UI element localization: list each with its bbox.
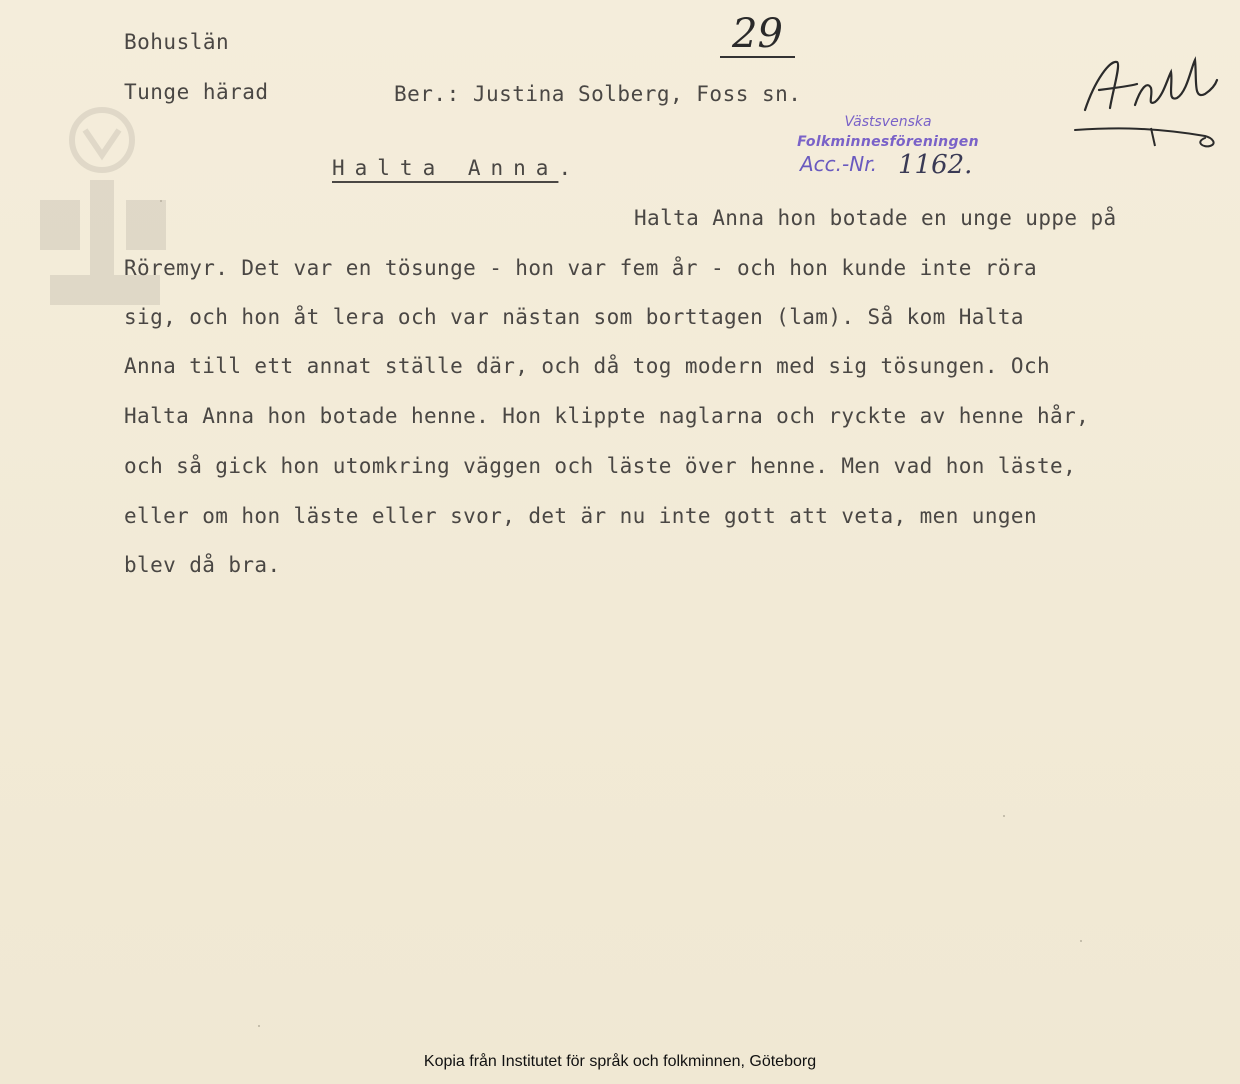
page-number: 29 (720, 12, 795, 58)
paper-speck (1080, 940, 1082, 942)
body-line: blev då bra. (124, 553, 281, 577)
stamp-society-line1: Västsvenska (844, 114, 932, 130)
story-title (332, 156, 581, 180)
body-line: Halta Anna hon botade henne. Hon klippte naglarna och ryckte av henne hår, (124, 404, 1090, 428)
handwritten-signature-icon (1055, 50, 1225, 160)
emblem-watermark-icon (40, 100, 170, 320)
stamp-society-line2: Folkminnesföreningen (797, 134, 979, 150)
archive-footer: Kopia från Institutet för språk och folkminnen, Göteborg (423, 1053, 817, 1070)
body-line: Halta Anna hon botade en unge uppe på (634, 206, 1117, 230)
paper-speck (258, 1025, 260, 1027)
body-line: eller om hon läste eller svor, det är nu inte gott att veta, men ungen (124, 504, 1038, 528)
body-line: Anna till ett annat ställe där, och då tog modern med sig tösungen. Och (124, 354, 1051, 378)
body-line: sig, och hon åt lera och var nästan som borttagen (lam). Så kom Halta (124, 305, 1024, 329)
province-label: Bohuslän (124, 30, 230, 54)
stamp-acc-number: 1162. (898, 150, 973, 180)
paper-speck (1003, 815, 1005, 817)
paper-speck (160, 200, 162, 202)
body-line: Röremyr. Det var en tösunge - hon var fem år - och hon kunde inte röra (124, 256, 1038, 280)
informant-label: Ber.: Justina Solberg, Foss sn. (394, 82, 802, 106)
body-line: och så gick hon utomkring väggen och läste över henne. Men vad hon läste, (124, 454, 1077, 478)
story-title-text: Halta Anna (332, 156, 559, 180)
archive-stamp (788, 112, 988, 152)
district-label: Tunge härad (124, 80, 269, 104)
stamp-acc-label: Acc.-Nr. (800, 152, 877, 176)
story-title-period: . (558, 156, 582, 180)
